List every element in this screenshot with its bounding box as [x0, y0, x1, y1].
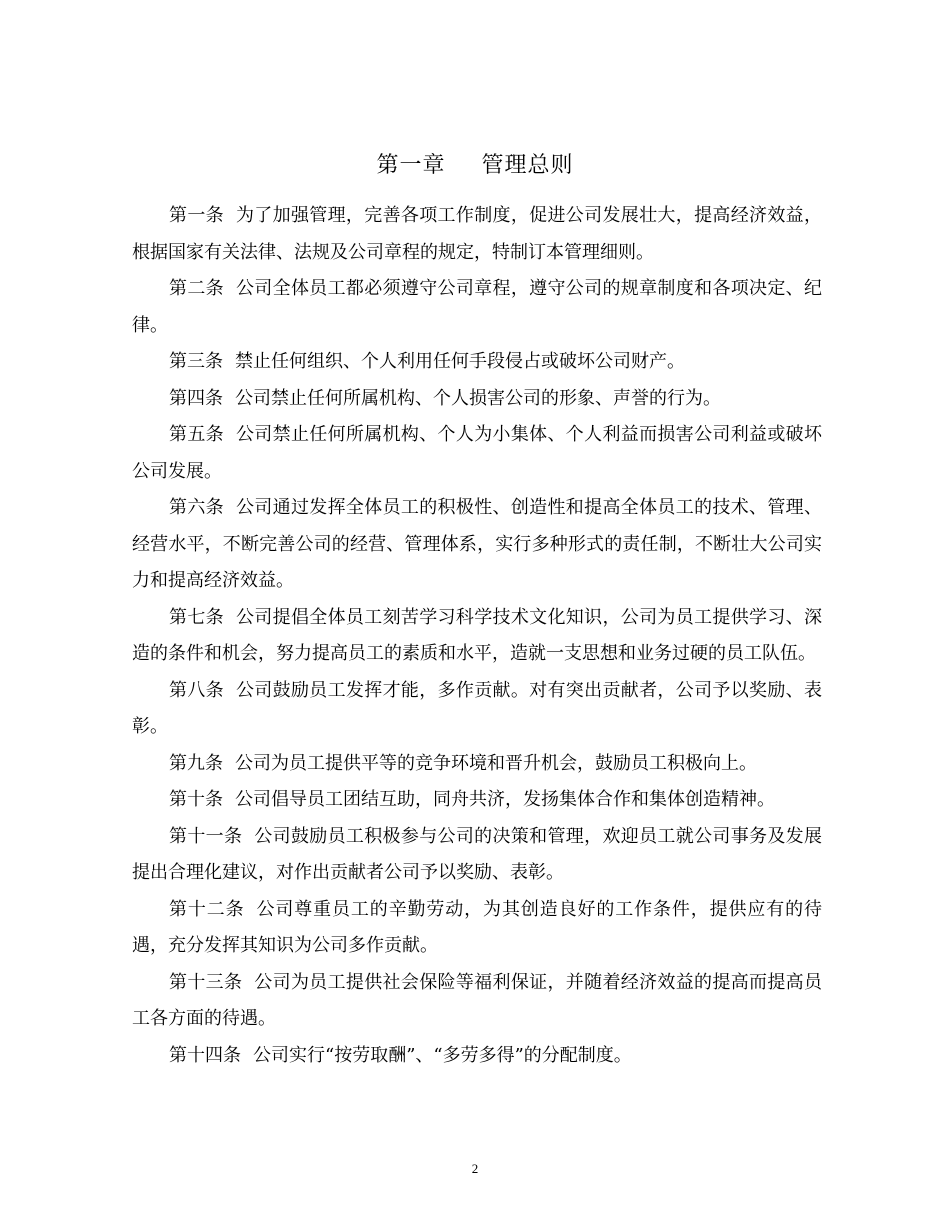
article-text: 公司全体员工都必须遵守公司章程，遵守公司的规章制度和各项决定、纪律。	[132, 278, 823, 336]
chapter-title: 管理总则	[481, 153, 574, 178]
article-11	[132, 819, 822, 892]
article-text: 公司禁止任何所属机构、个人损害公司的形象、声誉的行为。	[235, 387, 721, 409]
article-8	[132, 673, 822, 746]
article-1	[132, 198, 822, 271]
article-number: 第十四条	[169, 1044, 241, 1066]
article-number: 第十二条	[169, 898, 245, 920]
article-text: 公司禁止任何所属机构、个人为小集体、个人利益而损害公司利益或破坏公司发展。	[132, 424, 823, 482]
page-number: 2	[471, 1161, 479, 1176]
article-9	[132, 746, 822, 783]
article-text: 公司为员工提供平等的竞争环境和晋升机会，鼓励员工积极向上。	[235, 752, 757, 774]
article-number: 第七条	[169, 606, 224, 628]
chapter-number: 第一章	[376, 153, 446, 178]
article-13	[132, 965, 822, 1038]
article-number: 第十三条	[169, 971, 243, 993]
article-text: 公司实行“按劳取酬”、“多劳多得”的分配制度。	[253, 1044, 632, 1066]
article-number: 第十一条	[169, 825, 243, 847]
article-number: 第二条	[169, 278, 224, 299]
article-text: 公司鼓励员工发挥才能，多作贡献。对有突出贡献者，公司予以奖励、表彰。	[132, 679, 823, 737]
article-5	[132, 417, 822, 490]
article-number: 第八条	[169, 679, 224, 701]
article-text: 公司鼓励员工积极参与公司的决策和管理，欢迎员工就公司事务及发展提出合理化建议，对作出贡献者公司予以奖励、表彰。	[132, 825, 822, 883]
article-text: 公司通过发挥全体员工的积极性、创造性和提高全体员工的技术、管理、经营水平，不断完善公司的经营、管理体系，实行多种形式的责任制，不断壮大公司实力和提高经济效益。	[132, 497, 823, 591]
article-7	[132, 600, 822, 673]
article-number: 第六条	[169, 497, 224, 518]
article-text: 公司倡导员工团结互助，同舟共济，发扬集体合作和集体创造精神。	[235, 789, 775, 810]
article-14	[132, 1038, 822, 1075]
article-text: 为了加强管理，完善各项工作制度，促进公司发展壮大，提高经济效益，根据国家有关法律、法规及公司章程的规定，特制订本管理细则。	[132, 205, 823, 263]
document-body	[132, 198, 822, 1074]
article-number: 第三条	[169, 351, 223, 372]
article-text: 公司为员工提供社会保险等福利保证，并随着经济效益的提高而提高员工各方面的待遇。	[132, 971, 822, 1029]
article-12	[132, 892, 822, 965]
article-number: 第九条	[169, 752, 223, 774]
article-text: 禁止任何组织、个人利用任何手段侵占或破坏公司财产。	[235, 351, 685, 372]
article-10	[132, 782, 822, 819]
article-6	[132, 490, 822, 600]
article-2	[132, 271, 822, 344]
article-number: 第四条	[169, 387, 223, 409]
article-number: 第一条	[169, 205, 224, 226]
chapter-heading	[0, 150, 950, 182]
article-text: 公司提倡全体员工刻苦学习科学技术文化知识，公司为员工提供学习、深造的条件和机会，努力提高员工的素质和水平，造就一支思想和业务过硬的员工队伍。	[132, 606, 823, 664]
article-4	[132, 381, 822, 418]
article-number: 第五条	[169, 424, 224, 445]
article-text: 公司尊重员工的辛勤劳动，为其创造良好的工作条件，提供应有的待遇，充分发挥其知识为公司多作贡献。	[132, 898, 822, 956]
article-3	[132, 344, 822, 381]
article-number: 第十条	[169, 789, 223, 810]
